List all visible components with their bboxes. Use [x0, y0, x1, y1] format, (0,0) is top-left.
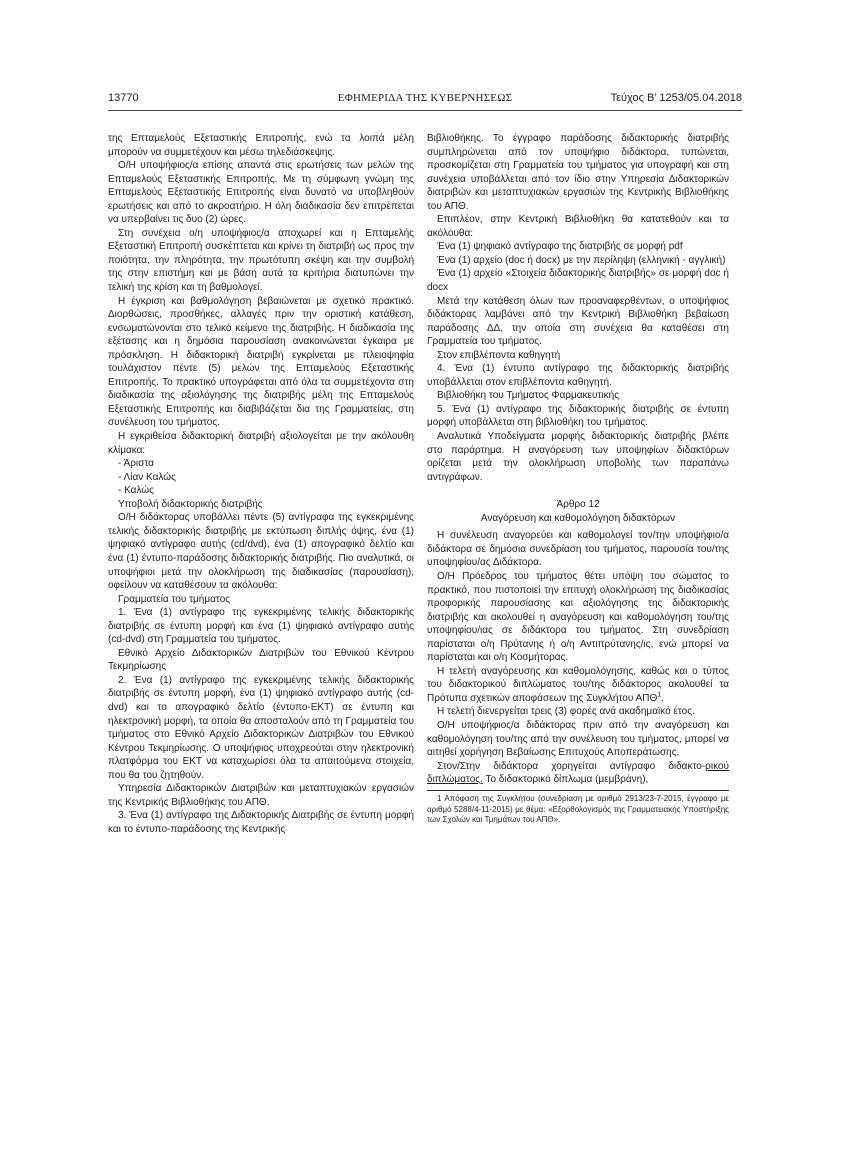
article-number: Άρθρο 12: [556, 499, 600, 511]
section-heading: Γραμματεία του τμήματος: [118, 593, 231, 605]
paragraph: Η έγκριση και βαθμολόγηση βεβαιώνεται με σχετικό πρακτικό. Διορθώσεις, προσθήκες, αλλαγές πριν την οριστική κατάθεση, ενσωματώνονται στο τελικό κείμενο της διατριβής. Η διαδικασία της εξέτασης και η δημόσια παρουσίαση ανακοινώνεται έγκαιρα με πρόσκληση. Η διδακτορική διατριβή εγκρίνεται με πλειοψηφία τουλάχιστον πέντε (5) μελών της Επταμελούς Εξεταστικής Επιτροπής. Το πρακτικό υπογράφεται από όλα τα συμμετέχοντα στη διαδικασία της αξιολόγησης της διατριβής μέλη της Επταμελούς Εξεταστικής Επιτροπής και διαβιβάζεται δια της Γραμματείας, στη συνέλευση του τμήματος.: [108, 295, 414, 429]
paragraph: [427, 760, 729, 787]
paragraph-text: Το διδακτορικό δίπλωμα (μεμβράνη),: [482, 774, 649, 786]
issue-number: Τεύχος Β’ 1253/05.04.2018: [610, 92, 742, 104]
right-column: [427, 132, 729, 826]
paragraph: Η εγκριθείσα διδακτορική διατριβή αξιολογείται με την ακόλουθη κλίμακα:: [108, 431, 414, 456]
paragraph: 1. Ένα (1) αντίγραφο της εγκεκριμένης τελικής διδακτορικής διατριβής σε έντυπη μορφή και ένα (1) ψηφιακό αντίγραφο αυτής (cd-dvd) στη Γραμματεία του τμήματος.: [108, 607, 414, 646]
paragraph: Στη συνέχεια ο/η υποψήφιος/α αποχωρεί και η Επταμελής Εξεταστική Επιτροπή συσκέπτεται και κρίνει τη διατριβή ως προς την ποιότητα, την πληρότητα, την πρωτότυπη σκέψη και την συμβολή της στην επιστήμη και με βάση αυτά τα κριτήρια διατυπώνει την τελική της κρίση και τη βαθμολογεί.: [108, 227, 414, 294]
footnote-separator: [427, 790, 729, 826]
paragraph: 4. Ένα (1) έντυπο αντίγραφο της διδακτορικής διατριβής υποβάλλεται στον επιβλέποντα καθηγητή.: [427, 363, 729, 388]
section-heading: Υπηρεσία Διδακτορικών Διατριβών και μεταπτυχιακών εργασιών της Κεντρικής Βιβλιοθήκης του ΑΠΘ.: [108, 783, 414, 808]
footnote: 1 Απόφαση της Συγκλήτου (συνεδρίαση με αριθμό 2913/23-7-2015, έγγραφο με αριθμό 5288/4-11-2015) με θέμα: «Εξορθολογισμός της Γραμματειακής Υποστήριξης των Σχολών και Τμημάτων του ΑΠΘ».: [427, 793, 729, 825]
paragraph: Μετά την κατάθεση όλων των προαναφερθέντων, ο υποψήφιος διδάκτορας λαμβάνει από την Κεντρική Βιβλιοθήκη βεβαίωση παράδοσης ΔΔ, την οποία στη συνέχεια θα καταθέσει στη Γραμματεία του τμήματος.: [427, 295, 729, 348]
section-heading: Εθνικό Αρχείο Διδακτορικών Διατριβών του Εθνικού Κέντρου Τεκμηρίωσης: [108, 647, 414, 673]
gazette-title: ΕΦΗΜΕΡΙΔΑ ΤΗΣ ΚΥΒΕΡΝΗΣΕΩΣ: [337, 92, 513, 104]
page-header: [108, 92, 742, 111]
list-item: Ένα (1) αρχείο (doc ή docx) με την περίληψη (ελληνική - αγγλική): [437, 254, 726, 266]
section-heading: Στον επιβλέποντα καθηγητή: [437, 349, 561, 361]
paragraph: Η τελετή αναγόρευσης και καθομολόγησης, καθώς και ο τύπος του διδακτορικού διπλώματος του/της διδάκτορος ακολουθεί τα Πρότυπα σχετικών αποφάσεων της Συγκλήτου ΑΠΘ$^1$.: [427, 665, 729, 704]
paragraph: Η συνέλευση αναγορεύει και καθομολογεί τον/την υποψήφιο/α διδάκτορα σε δημόσια συνεδρίαση του τμήματος, παρουσία του/της υποψηφίου/ας Διδάκτορα.: [427, 530, 729, 569]
paragraph: της Επταμελούς Εξεταστικής Επιτροπής, ενώ τα λοιπά μέλη μπορούν να συμμετέχουν και μέσω τηλεδιάσκεψης.: [108, 133, 414, 158]
list-item: - Καλώς: [118, 485, 154, 497]
paragraph: Ο/Η διδάκτορας υποβάλλει πέντε (5) αντίγραφα της εγκεκριμένης τελικής διδακτορικής διατριβής με εκτύπωση διπλής όψης, ένα (1) ψηφιακό αντίγραφο αυτής (cd/dvd), ένα (1) απογραφικό δελτίο και ένα (1) έντυπο-παράδοσης διδακτορικής διατριβής. Πιο αναλυτικά, οι υποψήφιοι μετά την ολοκλήρωση της διαδικασίας (παρουσίαση), οφείλουν να καταθέσουν τα ακόλουθα:: [108, 512, 414, 592]
list-item: Ένα (1) αρχείο «Στοιχεία διδακτορικής διατριβής» σε μορφή doc ή docx: [427, 268, 729, 294]
list-item: - Άριστα: [118, 458, 154, 470]
list-item: Ένα (1) ψηφιακό αντίγραφο της διατριβής σε μορφή pdf: [437, 241, 683, 253]
paragraph: Επιπλέον, στην Κεντρική Βιβλιοθήκη θα κατατεθούν και τα ακόλουθα:: [427, 214, 729, 239]
paragraph: Αναλυτικά Υποδείγματα μορφής διδακτορικής διατριβής βλέπε στο παράρτημα. Η αναγόρευση των υποψηφίων διδακτόρων ορίζεται μετά την ολοκλήρωση υποβολής των παραπάνω αντιγράφων.: [427, 431, 729, 483]
left-column: [108, 132, 414, 836]
paragraph: Βιβλιοθήκης. Το έγγραφο παράδοσης διδακτορικής διατριβής συμπληρώνεται από τον υποψήφιο διδάκτορα, τυπώνεται, προσκομίζεται στη Γραμματεία του τμήματος για υπογραφή και στη συνέχεια υποβάλλεται από τον ίδιο στην Υπηρεσία Διδακτορικών διατριβών και μεταπτυχιακών εργασιών της Κεντρικής Βιβλιοθήκης του ΑΠΘ.: [427, 133, 729, 212]
section-heading: Υποβολή διδακτορικής διατριβής: [118, 498, 263, 510]
underlined-text: ρικού διπλώματος.: [427, 760, 729, 786]
paragraph: 3. Ένα (1) αντίγραφο της Διδακτορικής Διατριβής σε έντυπη μορφή και το έντυπο-παράδοσης της Κεντρικής: [108, 810, 414, 835]
page-number: 13770: [108, 92, 139, 104]
paragraph: Η τελετή διενεργείται τρεις (3) φορές ανά ακαδημαϊκό έτος.: [437, 706, 695, 718]
paragraph-text: Η τελετή αναγόρευσης και καθομολόγησης, καθώς και ο τύπος του διδακτορικού διπλώματος του/της διδάκτορος ακολουθεί τα Πρότυπα σχετικών αποφάσεων της Συγκλήτου ΑΠΘ: [427, 665, 729, 704]
section-heading: Βιβλιοθήκη του Τμήματος Φαρμακευτικής: [437, 390, 620, 402]
footnote-ref: 1: [657, 691, 662, 699]
paragraph: 5. Ένα (1) αντίγραφο της διδακτορικής διατριβής σε έντυπη μορφή υποβάλλεται στη βιβλιοθήκη του τμήματος.: [427, 403, 729, 429]
paragraph: Ο/Η Πρόεδρος του τμήματος θέτει υπόψη του σώματος το πρακτικό, που πιστοποιεί την επιτυχή ολοκλήρωση της διαδικασίας προφορικής παρουσίασης και αξιολόγησης της διδακτορικής διατριβής και ακολουθεί η αναγόρευση και καθομολόγηση του/της υποψηφίου/ιας σε διδάκτορα του τμήματος. Στη συνεδρίαση παρίσταται ο/η Πρύτανης ή ο/η Αντιπρύτανης/ις, ενώ μπορεί να παρίσταται και ο/η Κοσμήτορας.: [427, 570, 729, 664]
paragraph: Ο/Η υποψήφιος/α επίσης απαντά στις ερωτήσεις των μελών της Επταμελούς Εξεταστικής Επιτροπής. Με τη σύμφωνη γνώμη της Επταμελούς Εξεταστικής Επιτροπής είναι δυνατό να υποβληθούν ερωτήσεις και από το ακροατήριο. Η όλη διαδικασία δεν επιτρέπεται να υπερβαίνει τις δυο (2) ώρες.: [108, 160, 414, 226]
paragraph-text: Στον/Στην διδάκτορα χορηγείται αντίγραφο διδακτο-: [437, 760, 706, 772]
list-item: - Λίαν Καλώς: [118, 471, 176, 483]
paragraph: 2. Ένα (1) αντίγραφο της εγκεκριμένης τελικής διδακτορικής διατριβής σε έντυπη μορφή, ένα (1) ψηφιακό αντίγραφο αυτής (cd-dvd) και το απογραφικό δελτίο (έντυπο-ΕΚΤ) σε έντυπη και ηλεκτρονική μορφή, τα οποία θα αποσταλούν από τη Γραμματεία του τμήματος στο Εθνικό Αρχείο Διδακτορικών Διατριβών του Εθνικού Κέντρου Τεκμηρίωσης. Ο υποψήφιος υποχρεούται στην ηλεκτρονική πλατφόρμα του ΕΚΤ να καταχωρίσει όλα τα απαιτούμενα στοιχεία, που θα του ζητηθούν.: [108, 674, 414, 781]
paragraph: Ο/Η υποψήφιος/α διδάκτορας πριν από την αναγόρευση και καθομολόγηση του/της από την συνέλευση του τμήματος, μπορεί να αιτηθεί χορήγηση Βεβαίωσης Επιτυχούς Αποπεράτωσης.: [427, 719, 729, 759]
article-title: Αναγόρευση και καθομολόγηση διδακτόρων: [480, 512, 676, 524]
